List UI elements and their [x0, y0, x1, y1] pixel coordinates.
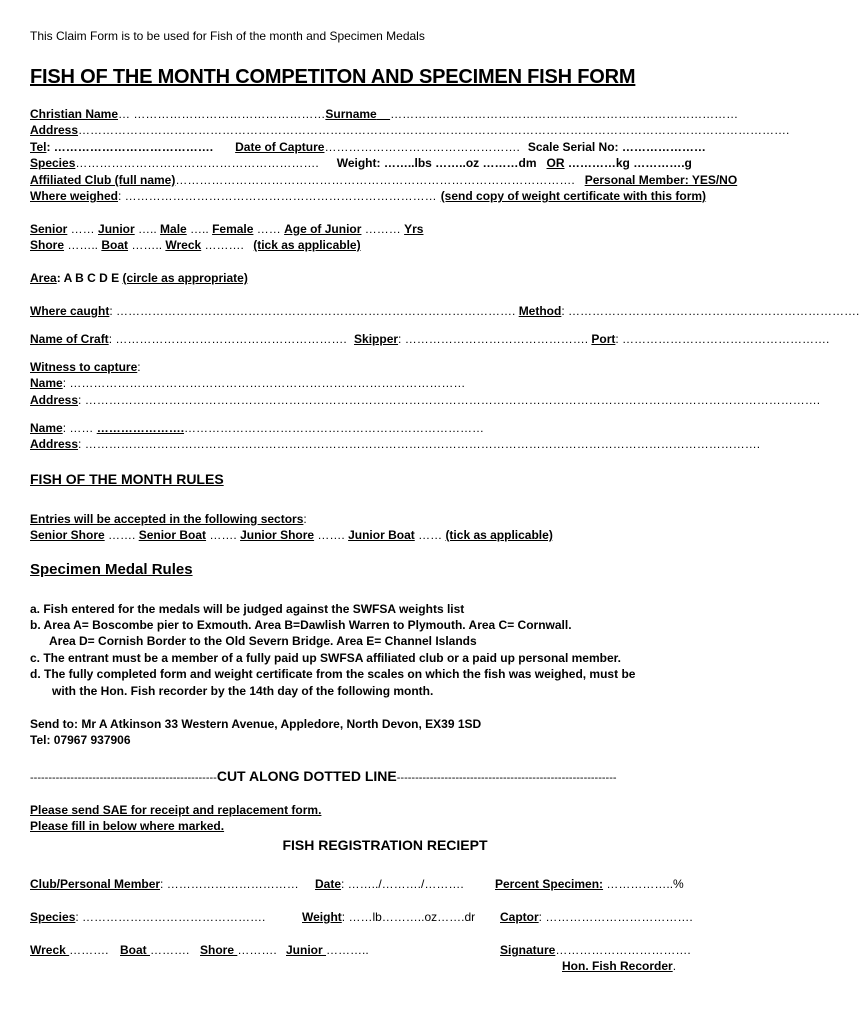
where-caught-label: Where caught [30, 304, 110, 318]
witness-2-address-label: Address [30, 437, 79, 451]
receipt-species-label: Species [30, 910, 76, 924]
receipt-boat-tick[interactable]: ………. [150, 943, 190, 957]
witness-1-address-label: Address [30, 393, 79, 407]
junior-boat-option[interactable]: Junior Boat [348, 528, 415, 542]
claimant-line-6 [30, 188, 706, 204]
boat-tick[interactable]: …….. [128, 238, 166, 252]
specimen-heading: Specimen Medal Rules [30, 561, 193, 578]
name-of-craft-label: Name of Craft [30, 332, 109, 346]
fotm-sectors-line [30, 511, 307, 527]
junior-boat-tick[interactable]: …… [414, 528, 446, 542]
hon-fish-recorder-label: Hon. Fish Recorder [562, 959, 673, 973]
receipt-shore-option[interactable]: Shore [200, 943, 238, 957]
receipt-boat-option[interactable]: Boat [120, 943, 150, 957]
fotm-sectors-options [30, 527, 553, 543]
area-label: Area [30, 271, 57, 285]
rule-b-line-2: Area D= Cornish Border to the Old Severn Bridge. Area E= Channel Islands [49, 634, 477, 648]
receipt-heading: FISH REGISTRATION RECIEPT [282, 837, 488, 853]
claimant-line-2 [30, 122, 789, 138]
cut-line [30, 767, 617, 787]
sae-note-2: Please fill in below where marked. [30, 819, 225, 833]
male-option[interactable]: Male [160, 222, 187, 236]
junior-shore-option[interactable]: Junior Shore [240, 528, 315, 542]
receipt-percent-group [495, 876, 684, 892]
rule-a: a. Fish entered for the medals will be judged against the SWFSA weights list [30, 602, 465, 616]
witness-2-name-line [30, 420, 484, 436]
witness-2-address-field[interactable]: : ……………………………………………………………………………………………………………………………………………………. [78, 437, 761, 451]
rule-b-line-1: b. Area A= Boscombe pier to Exmouth. Area B=Dawlish Warren to Plymouth. Area C= Cornwall. [30, 618, 572, 632]
port-label: Port [591, 332, 616, 346]
where-weighed-field[interactable]: : …………………………………………………………………… [118, 189, 437, 203]
form-notice: This Claim Form is to be used for Fish of the month and Specimen Medals [30, 29, 425, 43]
circle-note: (circle as appropriate) [122, 271, 248, 285]
signature-label: Signature [500, 943, 556, 957]
wreck-tick[interactable]: ………. [201, 238, 248, 252]
senior-boat-option[interactable]: Senior Boat [138, 528, 207, 542]
senior-shore-tick[interactable]: ……. [104, 528, 139, 542]
skipper-field[interactable]: : ………………………………………. [398, 332, 592, 346]
receipt-date-label: Date [315, 877, 342, 891]
percent-specimen-field[interactable]: ……………..% [603, 877, 684, 891]
receipt-club-group [30, 876, 299, 892]
tel-label: Tel [30, 140, 47, 154]
personal-member-label[interactable]: Personal Member: YES/NO [584, 173, 738, 187]
christian-name-label: Christian Name [30, 107, 119, 121]
claimant-line-5 [30, 172, 737, 188]
witness-heading [30, 359, 141, 375]
witness-1-address-field[interactable]: : …………………………………………………………………………………………………………………………………………………………………. [78, 393, 821, 407]
male-tick[interactable]: ….. [186, 222, 213, 236]
receipt-wreck-option[interactable]: Wreck [30, 943, 70, 957]
receipt-shore-group [200, 942, 277, 958]
junior-option[interactable]: Junior [98, 222, 135, 236]
weight-certificate-note: (send copy of weight certificate with this form) [440, 189, 707, 203]
shore-tick[interactable]: …….. [64, 238, 102, 252]
shore-option[interactable]: Shore [30, 238, 65, 252]
rule-d-line-1: d. The fully completed form and weight certificate from the scales on which the fish was weighed, must be [30, 667, 636, 681]
cut-line-left-dashes: --------------------------------------------------- [30, 772, 217, 784]
receipt-weight-label: Weight [302, 910, 342, 924]
address-field[interactable]: ……………………………………………………………………………………………………………………………………………………………. [78, 123, 790, 137]
receipt-junior-option[interactable]: Junior [286, 943, 327, 957]
skipper-label: Skipper [354, 332, 399, 346]
rule-d-line-2: with the Hon. Fish recorder by the 14th day of the following month. [52, 684, 434, 698]
receipt-species-field[interactable]: : ………………………………………. [75, 910, 266, 924]
sae-note-1: Please send SAE for receipt and replacement form. [30, 803, 322, 817]
boat-option[interactable]: Boat [101, 238, 129, 252]
where-weighed-label: Where weighed [30, 189, 119, 203]
female-tick[interactable]: …… [253, 222, 285, 236]
senior-tick[interactable]: …… [67, 222, 99, 236]
area-line [30, 270, 248, 286]
senior-shore-option[interactable]: Senior Shore [30, 528, 105, 542]
junior-shore-tick[interactable]: ……. [314, 528, 349, 542]
receipt-date-group [315, 876, 464, 892]
witness-2-name-label: Name [30, 421, 63, 435]
receipt-weight-field[interactable]: : ……lb………..oz…….dr [341, 910, 476, 924]
receipt-wreck-group [30, 942, 108, 958]
fotm-sectors-label: Entries will be accepted in the following sectors [30, 512, 304, 526]
surname-field[interactable]: …………………………………………………………………………… [390, 107, 739, 121]
club-member-label: Club/Personal Member [30, 877, 161, 891]
signature-field[interactable]: ……………………………. [555, 943, 691, 957]
percent-specimen-label: Percent Specimen: [495, 877, 604, 891]
witness-2-name-prefix[interactable]: : …… [62, 421, 97, 435]
scale-serial-field[interactable]: : ………………… [614, 140, 706, 154]
address-label: Address [30, 123, 79, 137]
captor-label: Captor [500, 910, 539, 924]
senior-boat-tick[interactable]: ……. [206, 528, 241, 542]
date-of-capture-label: Date of Capture [235, 140, 325, 154]
surname-label: Surname [325, 107, 377, 121]
witness-2-name-underlined[interactable]: …………………. [96, 421, 185, 435]
species-field[interactable]: ……………………………………………………. [75, 156, 319, 170]
affiliated-club-label: Affiliated Club (full name) [30, 173, 176, 187]
senior-option[interactable]: Senior [30, 222, 68, 236]
witness-1-address-line [30, 392, 820, 408]
age-of-junior-field[interactable]: ……… [361, 222, 405, 236]
send-to-tel: Tel: 07967 937906 [30, 733, 131, 747]
receipt-wreck-tick[interactable]: ………. [69, 943, 109, 957]
claimant-line-1 [30, 106, 738, 122]
claimant-line-3 [30, 139, 706, 155]
claimant-line-4 [30, 155, 692, 171]
rule-c: c. The entrant must be a member of a fully paid up SWFSA affiliated club or a paid up personal member. [30, 651, 621, 665]
hon-fish-recorder-dot: . [672, 959, 677, 973]
name-of-craft-field[interactable]: : …………………………………………………. [108, 332, 351, 346]
category-line-2 [30, 237, 361, 253]
club-member-field[interactable]: : …………………………… [160, 877, 299, 891]
witness-label: Witness to capture [30, 360, 138, 374]
receipt-junior-group [286, 942, 369, 958]
area-options[interactable]: : A B C D E [56, 271, 123, 285]
wreck-option[interactable]: Wreck [165, 238, 202, 252]
send-to-address: Send to: Mr A Atkinson 33 Western Avenue, Appledore, North Devon, EX39 1SD [30, 717, 482, 731]
affiliated-club-field[interactable]: ………………………………………………………………………………………. [175, 173, 575, 187]
receipt-junior-tick[interactable]: ……….. [326, 943, 369, 957]
junior-tick[interactable]: ….. [134, 222, 161, 236]
receipt-weight-group [302, 909, 475, 925]
witness-1-name-field[interactable]: : ……………………………………………………………………………………… [62, 376, 466, 390]
fotm-heading: FISH OF THE MONTH RULES [30, 471, 224, 487]
receipt-boat-group [120, 942, 189, 958]
where-caught-field[interactable]: : ………………………………………………………………………………………. [109, 304, 519, 318]
hon-fish-recorder-group [562, 958, 676, 974]
captor-field[interactable]: : ………………………………. [538, 910, 693, 924]
weight-metric-field[interactable]: …………kg ………….g [564, 156, 692, 170]
method-label: Method [518, 304, 562, 318]
page-title: FISH OF THE MONTH COMPETITON AND SPECIMEN FISH FORM [30, 66, 636, 88]
receipt-captor-group [500, 909, 693, 925]
weight-imperial-field[interactable]: : ……..lbs ……..oz ………dm [376, 156, 537, 170]
or-label: OR [546, 156, 565, 170]
species-label: Species [30, 156, 76, 170]
tick-note: (tick as applicable) [253, 238, 361, 252]
fotm-tick-note: (tick as applicable) [445, 528, 553, 542]
age-of-junior-label: Age of Junior [284, 222, 362, 236]
capture-line-2 [30, 331, 829, 347]
fotm-sectors-colon: : [303, 512, 307, 526]
christian-name-field[interactable]: … ………………………………………… [118, 107, 326, 121]
category-line-1 [30, 221, 423, 237]
capture-line-1 [30, 303, 859, 319]
port-field[interactable]: : ……………………………………………. [615, 332, 830, 346]
method-field[interactable]: : ………………………………………………………………. [561, 304, 859, 318]
weight-label: Weight [336, 156, 377, 170]
witness-1-name-line [30, 375, 465, 391]
witness-2-name-field[interactable]: ………………………………………………………………… [184, 421, 485, 435]
witness-1-name-label: Name [30, 376, 63, 390]
cut-line-label: CUT ALONG DOTTED LINE [216, 768, 397, 784]
female-option[interactable]: Female [212, 222, 254, 236]
tel-field[interactable]: : …………………………………. [46, 140, 214, 154]
receipt-date-field[interactable]: : ……../………./………. [341, 877, 464, 891]
scale-serial-label: Scale Serial No [527, 140, 615, 154]
witness-2-address-line [30, 436, 760, 452]
date-of-capture-field[interactable]: …………………………………………. [324, 140, 520, 154]
cut-line-right-dashes: ------------------------------------------------------------ [396, 772, 617, 784]
receipt-species-group [30, 909, 265, 925]
receipt-signature-group [500, 942, 691, 958]
yrs-label: Yrs [404, 222, 424, 236]
witness-colon: : [137, 360, 141, 374]
receipt-shore-tick[interactable]: ………. [237, 943, 277, 957]
